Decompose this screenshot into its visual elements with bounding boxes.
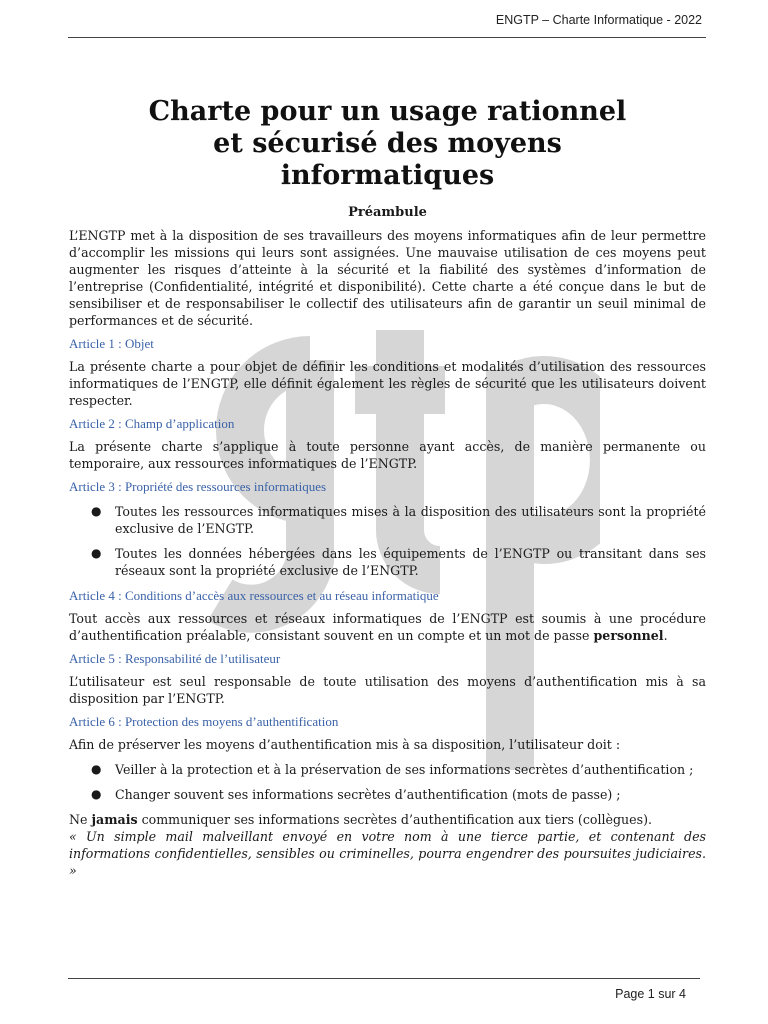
title-line-2: et sécurisé des moyens (213, 128, 562, 159)
article-1-text: La présente charte a pour objet de définir les conditions et modalités d’utilisation des ressources informatiques de l’ENGTP, elle définit également les règles de sécurité que les utilisateurs doivent respecter. (69, 359, 706, 408)
article-4-heading: Article 4 : Conditions d’accès aux ressources et au réseau informatique (69, 588, 439, 603)
article-3-bullets (69, 503, 706, 579)
article-6-bullets (69, 761, 706, 803)
article-4-text (69, 610, 706, 644)
article-6-rule-prefix: Ne (69, 812, 88, 827)
warning-quote: « Un simple mail malveillant envoyé en votre nom à une tierce partie, et contenant des informations confidentielles, sensibles ou criminelles, pourra engendrer des poursuites judiciaires. » (69, 829, 706, 878)
article-3-bullet-2: Toutes les données hébergées dans les équipements de l’ENGTP ou transitant dans ses réseaux sont la propriété exclusive de l’ENGTP. (115, 546, 706, 578)
page-number: Page 1 sur 4 (615, 987, 686, 1001)
article-3-bullet-1: Toutes les ressources informatiques mises à la disposition des utilisateurs sont la propriété exclusive de l’ENGTP. (115, 504, 706, 536)
article-6-intro: Afin de préserver les moyens d’authentification mis à sa disposition, l’utilisateur doit : (69, 737, 621, 752)
article-4-text-main: Tout accès aux ressources et réseaux informatiques de l’ENGTP est soumis à une procédure d’authentification préalable, consistant souvent en un compte et un mot de passe (69, 611, 706, 643)
list-item (69, 786, 706, 803)
page-header: ENGTP – Charte Informatique - 2022 (495, 13, 702, 27)
list-item (69, 545, 706, 579)
footer-divider (68, 978, 700, 979)
article-5-text: L’utilisateur est seul responsable de toute utilisation des moyens d’authentification mis à sa disposition par l’ENGTP. (69, 674, 706, 706)
preamble-text: L’ENGTP met à la disposition de ses travailleurs des moyens informatiques afin de leur permettre d’accomplir les missions qui leurs sont assignées. Une mauvaise utilisation de ces moyens peut augmenter les risques d’atteinte à la sécurité et la fiabilité des systèmes d’information de l’entreprise (Confidentialité, intégrité et disponibilité). Cette charte a été conçue dans le but de sensibiliser et de responsabiliser le collectif des utilisateurs afin de garantir un seuil minimal de performances et de sécurité. (69, 228, 706, 328)
article-6-rule-emphasis: jamais (91, 812, 138, 827)
article-6-rule-rest: communiquer ses informations secrètes d’authentification aux tiers (collègues). (141, 812, 652, 827)
title-line-1: Charte pour un usage rationnel (148, 96, 627, 127)
title-line-3: informatiques (280, 160, 495, 191)
article-6-bullet-2: Changer souvent ses informations secrètes d’authentification (mots de passe) ; (115, 787, 621, 802)
preamble-heading: Préambule (348, 205, 427, 220)
article-6-bullet-1: Veiller à la protection et à la préservation de ses informations secrètes d’authentification ; (115, 762, 694, 777)
bullet-icon: ● (91, 762, 102, 776)
article-3-heading: Article 3 : Propriété des ressources informatiques (69, 479, 327, 494)
article-2-heading: Article 2 : Champ d’application (69, 416, 235, 431)
bullet-icon: ● (91, 504, 102, 518)
article-5-heading: Article 5 : Responsabilité de l’utilisateur (69, 651, 281, 666)
document-body (69, 96, 706, 879)
article-6-rule (69, 811, 706, 828)
article-4-text-end: . (663, 628, 668, 643)
bullet-icon: ● (91, 546, 102, 560)
article-6-heading: Article 6 : Protection des moyens d’authentification (69, 714, 339, 729)
list-item (69, 761, 706, 778)
article-4-emphasis: personnel (593, 628, 664, 643)
bullet-icon: ● (91, 787, 102, 801)
article-1-heading: Article 1 : Objet (69, 336, 154, 351)
header-divider (68, 37, 706, 38)
list-item (69, 503, 706, 537)
article-2-text: La présente charte s’applique à toute personne ayant accès, de manière permanente ou temporaire, aux ressources informatiques de l’ENGTP. (69, 439, 706, 471)
document-title (69, 96, 706, 192)
